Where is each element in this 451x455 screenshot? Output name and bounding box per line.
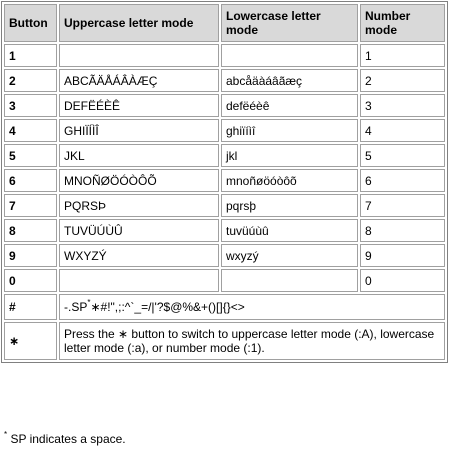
button-cell: 1 — [4, 44, 57, 67]
mode-switch-description: Press the ∗ button to switch to uppercase letter mode (:A), lowercase letter mode (:a), or number mode (:1). — [59, 322, 445, 360]
number-cell: 3 — [360, 94, 445, 117]
header-number: Number mode — [360, 4, 445, 42]
header-button: Button — [4, 4, 57, 42]
button-cell: 5 — [4, 144, 57, 167]
header-lowercase: Lowercase letter mode — [221, 4, 358, 42]
uppercase-cell: DEFËÉÈÊ — [59, 94, 219, 117]
character-mode-table — [1, 1, 448, 363]
button-cell: # — [4, 294, 57, 320]
lowercase-cell: ghiïíìî — [221, 119, 358, 142]
table-row — [4, 144, 445, 167]
number-cell: 9 — [360, 244, 445, 267]
table-row — [4, 244, 445, 267]
number-cell: 2 — [360, 69, 445, 92]
button-cell: 4 — [4, 119, 57, 142]
symbol-chars: ∗#!",;:^`_=/|'?$@%&+()[]{}<> — [90, 300, 245, 314]
table-row — [4, 69, 445, 92]
lowercase-cell: defëéèê — [221, 94, 358, 117]
uppercase-cell: WXYZÝ — [59, 244, 219, 267]
symbol-row — [4, 294, 445, 320]
uppercase-cell: TUVÜÚÙÛ — [59, 219, 219, 242]
footnote-marker: * — [4, 430, 8, 439]
uppercase-cell: JKL — [59, 144, 219, 167]
button-cell: 6 — [4, 169, 57, 192]
uppercase-cell: PQRSÞ — [59, 194, 219, 217]
button-cell: 2 — [4, 69, 57, 92]
button-cell: 3 — [4, 94, 57, 117]
lowercase-cell: pqrsþ — [221, 194, 358, 217]
table-row — [4, 219, 445, 242]
table-row — [4, 119, 445, 142]
number-cell: 0 — [360, 269, 445, 292]
button-cell: ∗ — [4, 322, 57, 360]
number-cell: 1 — [360, 44, 445, 67]
uppercase-cell: GHIÏÍÌÎ — [59, 119, 219, 142]
button-cell: 0 — [4, 269, 57, 292]
number-cell: 5 — [360, 144, 445, 167]
button-cell: 8 — [4, 219, 57, 242]
button-cell: 9 — [4, 244, 57, 267]
header-row — [4, 4, 445, 42]
lowercase-cell: jkl — [221, 144, 358, 167]
uppercase-cell: ABCÃÄÅÁÂÀÆÇ — [59, 69, 219, 92]
symbol-prefix: -.SP — [64, 300, 88, 314]
number-cell: 8 — [360, 219, 445, 242]
lowercase-cell — [221, 269, 358, 292]
table-row — [4, 269, 445, 292]
table-row — [4, 169, 445, 192]
lowercase-cell: tuvüúùû — [221, 219, 358, 242]
lowercase-cell — [221, 44, 358, 67]
uppercase-cell — [59, 269, 219, 292]
uppercase-cell: MNOÑØÖÓÒÔÕ — [59, 169, 219, 192]
number-cell: 6 — [360, 169, 445, 192]
table-row — [4, 94, 445, 117]
number-cell: 4 — [360, 119, 445, 142]
number-cell: 7 — [360, 194, 445, 217]
button-cell: 7 — [4, 194, 57, 217]
mode-switch-row — [4, 322, 445, 360]
header-uppercase: Uppercase letter mode — [59, 4, 219, 42]
footnote — [4, 432, 126, 446]
table-row — [4, 194, 445, 217]
footnote-marker: * — [87, 298, 91, 307]
symbol-list — [59, 294, 445, 320]
footnote-text: SP indicates a space. — [7, 432, 126, 446]
table-row — [4, 44, 445, 67]
lowercase-cell: mnoñøöóòôõ — [221, 169, 358, 192]
lowercase-cell: wxyzý — [221, 244, 358, 267]
uppercase-cell — [59, 44, 219, 67]
lowercase-cell: abcåäàáâãæç — [221, 69, 358, 92]
